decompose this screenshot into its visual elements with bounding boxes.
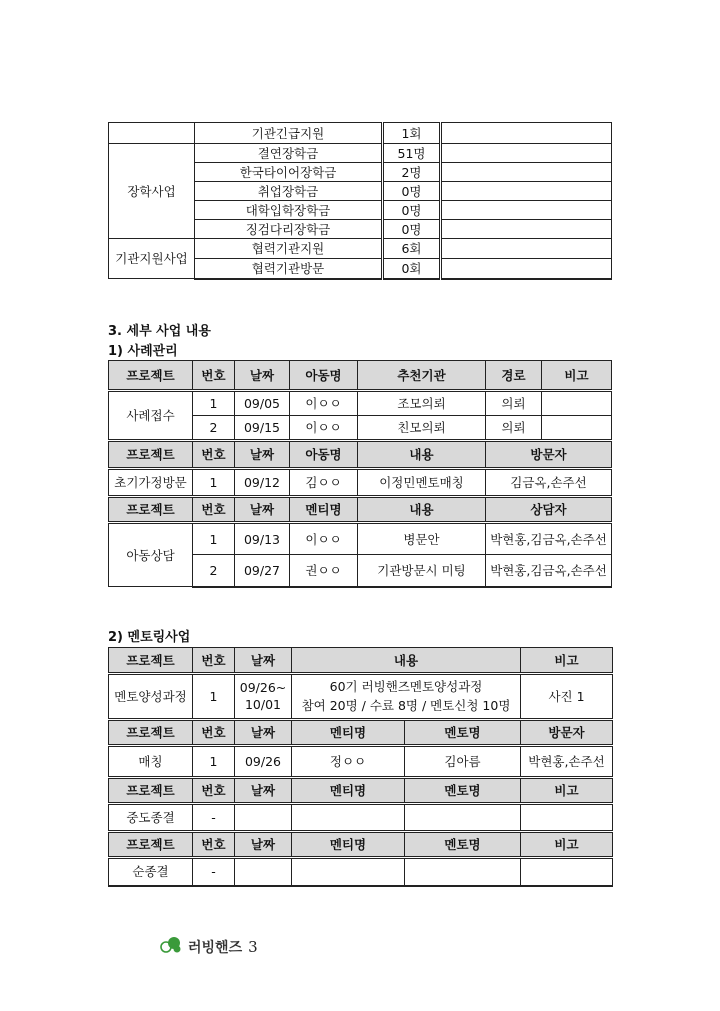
note-cell: [441, 201, 612, 220]
category-cell-agency: 기관지원사업: [109, 239, 195, 279]
counselor-cell: 박현홍,김금옥,손주선: [486, 523, 612, 555]
mentee-cell: 이ㅇㅇ: [290, 523, 358, 555]
value-cell: 2명: [383, 163, 441, 182]
header-note: 비고: [521, 832, 613, 858]
value-cell: 0회: [383, 259, 441, 279]
note-cell: [542, 391, 612, 416]
counselor-cell: 박현홍,김금옥,손주선: [486, 555, 612, 587]
header-note: 비고: [521, 778, 613, 804]
header-project: 프로젝트: [109, 648, 193, 674]
note-cell: 사진 1: [521, 674, 613, 720]
date-cell: 09/05: [235, 391, 290, 416]
header-content: 내용: [292, 648, 521, 674]
project-cell-completed: 순종결: [109, 858, 193, 886]
date-end: 10/01: [244, 696, 282, 712]
course-title: 60기 러빙핸즈멘토양성과정: [329, 679, 483, 695]
footer: [160, 936, 258, 957]
item-cell: 취업장학금: [195, 182, 383, 201]
value-cell: 6회: [383, 239, 441, 259]
header-project: 프로젝트: [109, 832, 193, 858]
no-cell: 1: [193, 674, 235, 720]
item-cell: 결연장학금: [195, 144, 383, 163]
header-no: 번호: [193, 497, 235, 523]
project-cell-visit: 초기가정방문: [109, 469, 193, 497]
no-cell: 1: [193, 469, 235, 497]
item-cell: 기관긴급지원: [195, 123, 383, 144]
page-number: 3: [248, 937, 258, 956]
header-content: 내용: [358, 497, 486, 523]
header-note: 비고: [542, 361, 612, 391]
header-no: 번호: [193, 778, 235, 804]
header-date: 날짜: [235, 361, 290, 391]
item-cell: 징검다리장학금: [195, 220, 383, 239]
note-cell: [441, 220, 612, 239]
date-cell: 09/13: [235, 523, 290, 555]
visitor-cell: 박현홍,손주선: [521, 746, 613, 778]
value-cell: 0명: [383, 201, 441, 220]
mentoring-table: [108, 647, 613, 887]
item-cell: 협력기관지원: [195, 239, 383, 259]
mentee-cell: [292, 804, 405, 832]
header-mentee: 멘티명: [292, 720, 405, 746]
header-project: 프로젝트: [109, 441, 193, 469]
project-cell-intake: 사례접수: [109, 391, 193, 441]
header-content: 내용: [358, 441, 486, 469]
header-counselor: 상담자: [486, 497, 612, 523]
no-cell: -: [193, 858, 235, 886]
date-cell: 09/15: [235, 416, 290, 441]
header-mentor: 멘토명: [405, 832, 521, 858]
header-date: 날짜: [235, 648, 292, 674]
date-cell: 09/27: [235, 555, 290, 587]
header-mentee: 멘티명: [292, 832, 405, 858]
mentee-cell: 정ㅇㅇ: [292, 746, 405, 778]
no-cell: 1: [193, 391, 235, 416]
header-no: 번호: [193, 832, 235, 858]
note-cell: [441, 259, 612, 279]
no-cell: 1: [193, 746, 235, 778]
date-start: 09/26~: [239, 679, 287, 695]
header-date: 날짜: [235, 441, 290, 469]
route-cell: 의뢰: [486, 416, 542, 441]
header-agency: 추천기관: [358, 361, 486, 391]
section-title: 3. 세부 사업 내용: [108, 324, 211, 339]
project-cell-matching: 매칭: [109, 746, 193, 778]
header-date: 날짜: [235, 720, 292, 746]
content-cell: 기관방문시 미팅: [358, 555, 486, 587]
header-mentor: 멘토명: [405, 720, 521, 746]
date-cell: [235, 858, 292, 886]
date-cell: 09/12: [235, 469, 290, 497]
header-route: 경로: [486, 361, 542, 391]
value-cell: 51명: [383, 144, 441, 163]
subsection-title-mentoring: 2) 멘토링사업: [108, 630, 191, 645]
header-visitor: 방문자: [521, 720, 613, 746]
project-cell-course: 멘토양성과정: [109, 674, 193, 720]
mentee-cell: 권ㅇㅇ: [290, 555, 358, 587]
item-cell: 한국타이어장학금: [195, 163, 383, 182]
note-cell: [441, 123, 612, 144]
header-project: 프로젝트: [109, 361, 193, 391]
mentor-cell: [405, 804, 521, 832]
date-cell: 09/26: [235, 746, 292, 778]
loving-hands-logo-icon: [160, 936, 182, 957]
agency-cell: 조모의뢰: [358, 391, 486, 416]
header-project: 프로젝트: [109, 720, 193, 746]
support-summary-table: [108, 122, 612, 280]
no-cell: 2: [193, 555, 235, 587]
mentee-cell: [292, 858, 405, 886]
note-cell: [441, 163, 612, 182]
category-cell-scholarship: 장학사업: [109, 144, 195, 239]
header-child: 아동명: [290, 361, 358, 391]
no-cell: -: [193, 804, 235, 832]
child-cell: 이ㅇㅇ: [290, 391, 358, 416]
project-cell-counsel: 아동상담: [109, 523, 193, 587]
value-cell: 1회: [383, 123, 441, 144]
agency-cell: 친모의뢰: [358, 416, 486, 441]
no-cell: 1: [193, 523, 235, 555]
note-cell: [521, 804, 613, 832]
note-cell: [521, 858, 613, 886]
date-cell: [235, 674, 292, 720]
child-cell: 김ㅇㅇ: [290, 469, 358, 497]
value-cell: 0명: [383, 220, 441, 239]
header-mentee: 멘티명: [292, 778, 405, 804]
mentor-cell: [405, 858, 521, 886]
content-cell: 병문안: [358, 523, 486, 555]
footer-logo-text: 러빙핸즈: [188, 939, 243, 956]
visitor-cell: 김금옥,손주선: [486, 469, 612, 497]
content-cell: [292, 674, 521, 720]
child-cell: 이ㅇㅇ: [290, 416, 358, 441]
header-visitor: 방문자: [486, 441, 612, 469]
note-cell: [441, 239, 612, 259]
project-cell-early-end: 중도종결: [109, 804, 193, 832]
note-cell: [441, 144, 612, 163]
item-cell: 대학입학장학금: [195, 201, 383, 220]
header-no: 번호: [193, 720, 235, 746]
item-cell: 협력기관방문: [195, 259, 383, 279]
course-stats: 참여 20명 / 수료 8명 / 멘토신청 10명: [301, 697, 511, 713]
subsection-title-case: 1) 사례관리: [108, 344, 178, 359]
date-cell: [235, 804, 292, 832]
header-project: 프로젝트: [109, 778, 193, 804]
content-cell: 이정민멘토매칭: [358, 469, 486, 497]
header-no: 번호: [193, 361, 235, 391]
note-cell: [542, 416, 612, 441]
route-cell: 의뢰: [486, 391, 542, 416]
mentor-cell: 김아름: [405, 746, 521, 778]
header-mentor: 멘토명: [405, 778, 521, 804]
header-date: 날짜: [235, 832, 292, 858]
category-cell: [109, 123, 195, 144]
header-date: 날짜: [235, 778, 292, 804]
header-no: 번호: [193, 648, 235, 674]
note-cell: [441, 182, 612, 201]
case-management-table: [108, 360, 612, 588]
header-no: 번호: [193, 441, 235, 469]
value-cell: 0명: [383, 182, 441, 201]
header-child: 아동명: [290, 441, 358, 469]
header-mentee: 멘티명: [290, 497, 358, 523]
header-note: 비고: [521, 648, 613, 674]
no-cell: 2: [193, 416, 235, 441]
header-project: 프로젝트: [109, 497, 193, 523]
header-date: 날짜: [235, 497, 290, 523]
